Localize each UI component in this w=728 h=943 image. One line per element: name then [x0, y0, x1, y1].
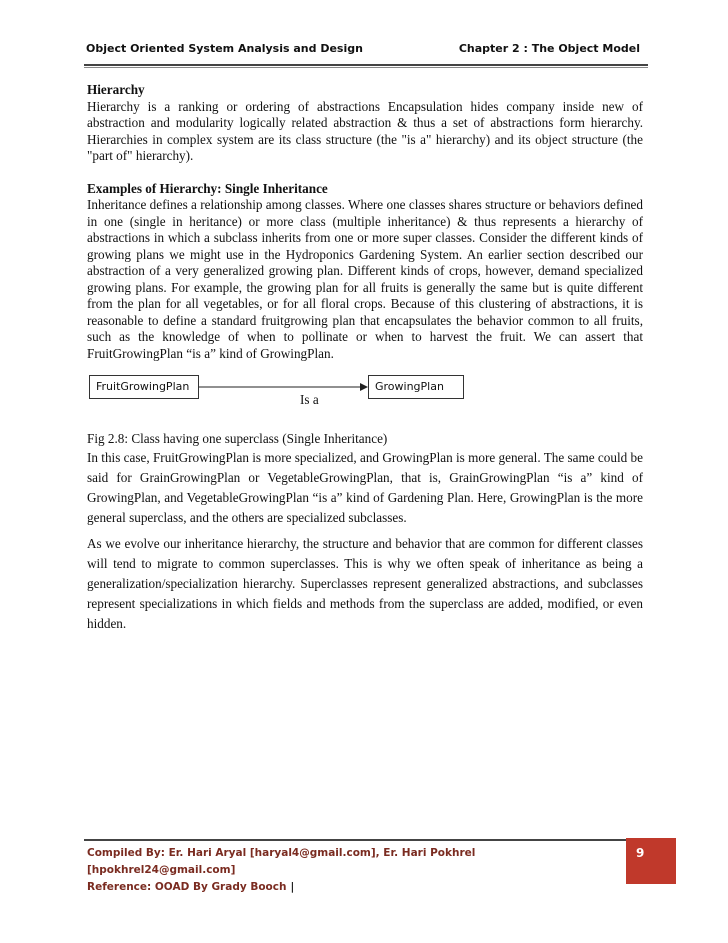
- specialization-paragraph: In this case, FruitGrowingPlan is more specialized, and GrowingPlan is more general. The same could be said for GrainGrowingPlan or VegetableGrowingPlan, that is, GrainGrowingPlan “is a” kind of GrowingPlan, and VegetableGrowingPlan “is a” kind of Gardening Plan. Here, GrowingPlan is the more general superclass, and the others are specialized subclasses.: [87, 449, 643, 525]
- header-book-title: Object Oriented System Analysis and Design: [86, 42, 363, 55]
- figure-caption: Fig 2.8: Class having one superclass (Single Inheritance): [87, 431, 388, 446]
- page-footer: [87, 845, 627, 896]
- subclass-box: FruitGrowingPlan: [89, 375, 199, 399]
- hierarchy-paragraph: Hierarchy is a ranking or ordering of abstractions Encapsulation hides company inside new of abstraction and modularity logically related abstraction & thus a set of abstractions form hierarchy. Hierarchies in complex system are its class structure (the "is a" hierarchy) and its object structure (the "part of" hierarchy).: [87, 98, 643, 163]
- superclass-box: GrowingPlan: [368, 375, 464, 399]
- footer-separator: |: [290, 881, 295, 893]
- generalization-paragraph: As we evolve our inheritance hierarchy, the structure and behavior that are common for different classes will tend to migrate to common superclasses. This is why we often speak of inheritance as being a generalization/specialization hierarchy. Superclasses represent generalized abstractions, and subclasses represent specializations in which fields and methods from the superclass are added, modified, or even hidden.: [87, 535, 643, 631]
- single-inheritance-heading: Examples of Hierarchy: Single Inheritance: [87, 180, 328, 196]
- hierarchy-heading: Hierarchy: [87, 82, 145, 97]
- relation-label: Is a: [300, 392, 319, 407]
- header-rule: [84, 64, 648, 66]
- page-number-badge: [626, 838, 676, 884]
- footer-rule: [84, 839, 640, 841]
- header-rule-thin: [84, 67, 648, 68]
- inheritance-diagram: [87, 375, 643, 431]
- page-header: [86, 40, 648, 62]
- footer-reference: Reference: OOAD By Grady Booch: [87, 881, 287, 893]
- header-chapter-title: Chapter 2 : The Object Model: [458, 42, 640, 55]
- page-number: 9: [636, 846, 645, 860]
- page-body: [87, 82, 643, 634]
- footer-compiled-by: Compiled By: Er. Hari Aryal [haryal4@gmail.com], Er. Hari Pokhrel [hpokhrel24@gmail.com]: [87, 847, 476, 876]
- single-inheritance-paragraph: Inheritance defines a relationship among classes. Where one classes shares structure or behaviors defined in one (single in heritance) or more class (multiple inheritance) & thus represents a hierarchy of abstractions in which a subclass inherits from one or more super classes. Consider the different kinds of growing plans we might use in the Hydroponics Gardening System. An earlier section described our abstraction of a very generalized growing plan. Different kinds of crops, however, demand specialized growing plans. For example, the growing plan for all fruits is generally the same but is quite different from the plan for all vegetables, or for all floral crops. Because of this clustering of abstractions, it is reasonable to define a standard fruitgrowing plan that encapsulates the behavior common to all fruits, such as the knowledge of when to pollinate or when to harvest the fruit. We can assert that FruitGrowingPlan “is a” kind of GrowingPlan.: [87, 197, 643, 361]
